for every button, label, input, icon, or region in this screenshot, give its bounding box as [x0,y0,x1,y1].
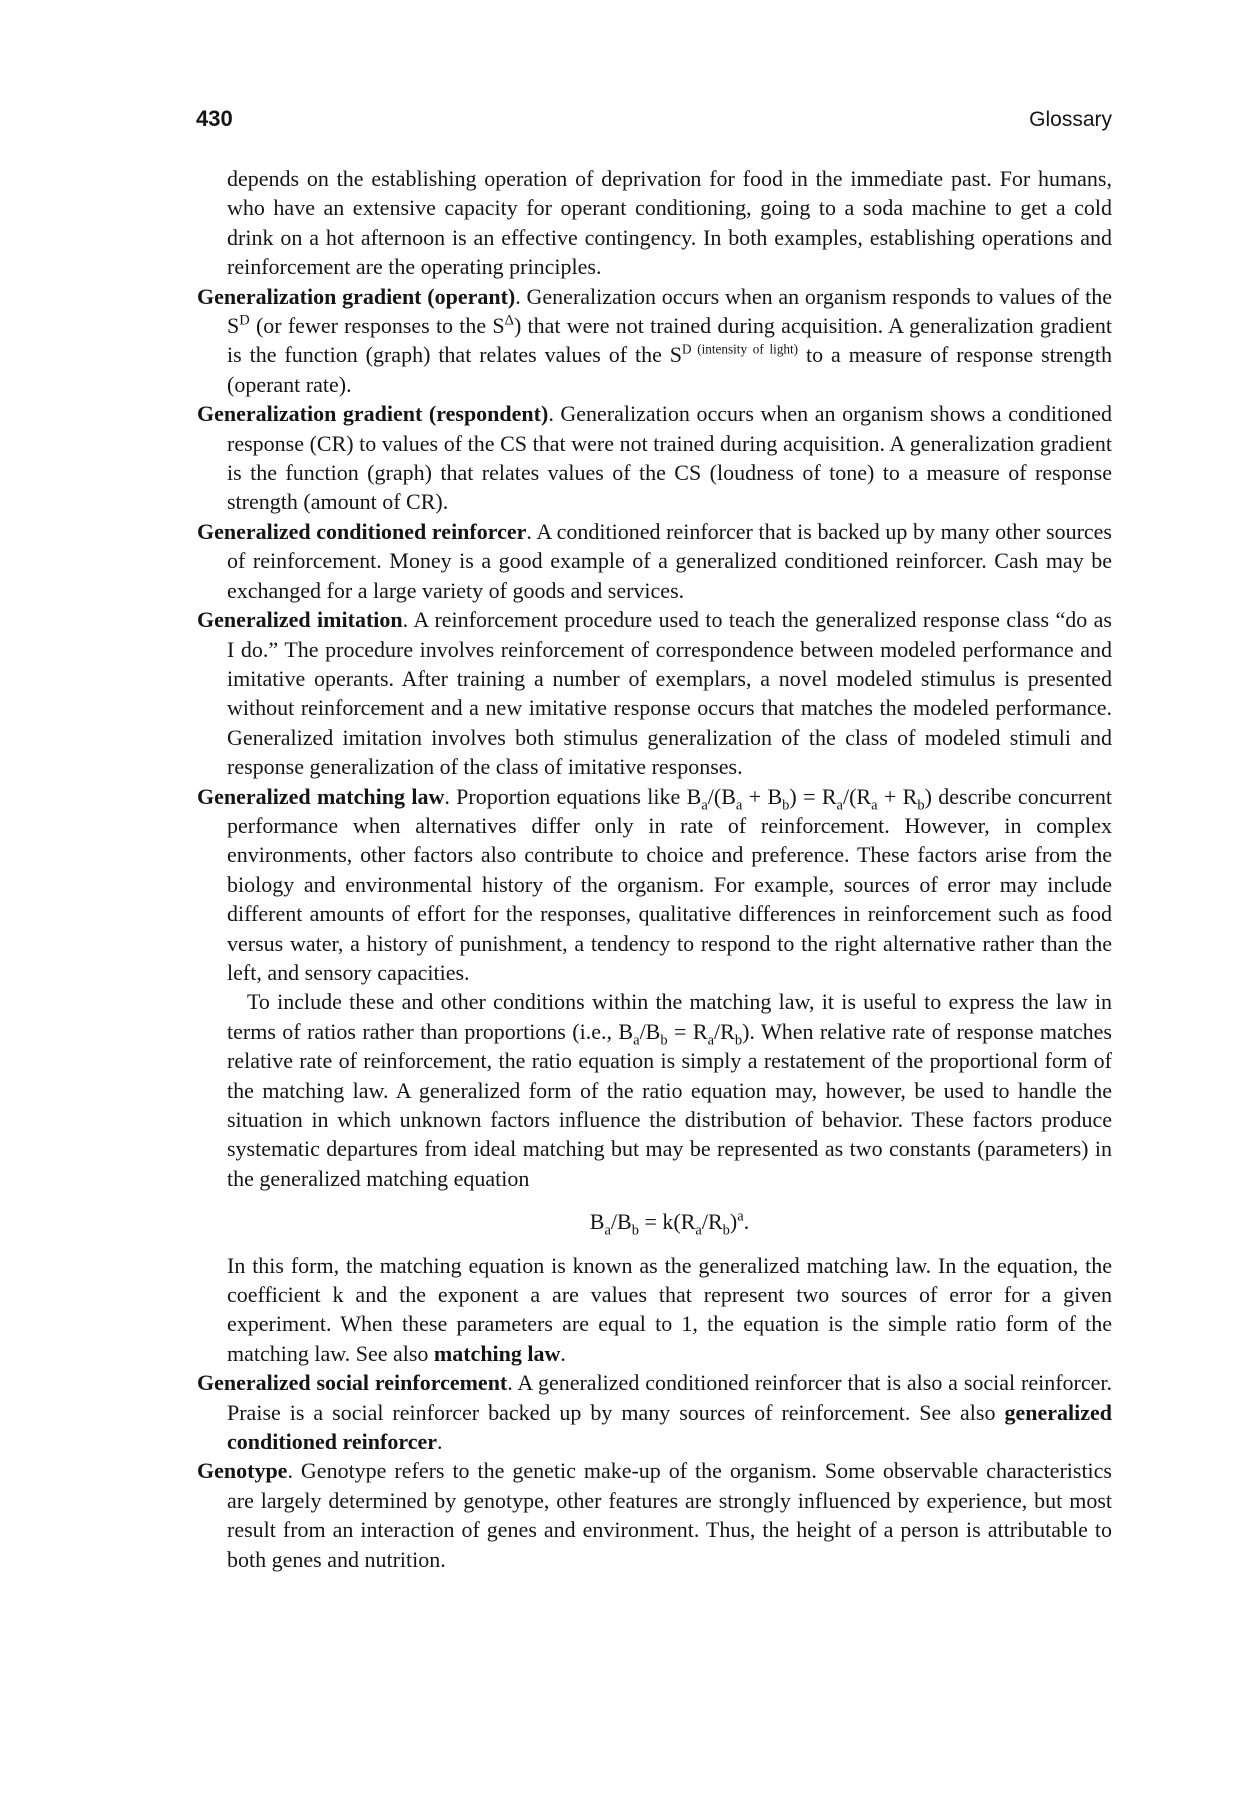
glossary-term: Generalized matching law [197,783,445,809]
cross-reference: generalized conditioned reinforcer [227,1399,1112,1455]
glossary-term: Generalized social reinforcement [197,1370,508,1396]
glossary-term: Generalized conditioned reinforcer [197,518,527,544]
glossary-term: Generalized imitation [197,607,403,633]
continuation-paragraph: depends on the establishing operation of deprivation for food in the immediate past. For humans, who have an extensive capacity for operant conditioning, going to a soda machine to get a cold drink on a hot afternoon is an effective contingency. In both examples, establishing operations and reinforcement are the operating principles. [227,166,1112,280]
glossary-content [197,164,1112,1574]
glossary-entry-generalized-matching-law: Generalized matching law. Proportion equations like $B_a/(B_a + B_b) = R_a/(R_a + R_b)$ describe concurrent performance when alternatives differ only in rate of reinforcement. However, in complex environments, other factors also contribute to choice and preference. These factors arise from the biology and environmental history of the organism. For example, sources of error may include different amounts of effort for the responses, qualitative differences in reinforcement such as food versus water, a history of punishment, a tendency to respond to the right alternative rather than the left, and sensory capacities. [197,783,1112,985]
matching-law-paragraph-2: To include these and other conditions within the matching law, it is useful to express the law in terms of ratios rather than proportions (i.e., $B_a/B_b = R_a/R_b$). When relative rate of response matches relative rate of reinforcement, the ratio equation is simply a restatement of the proportional form of the matching law. A generalized form of the ratio equation may, however, be used to handle the situation in which unknown factors influence the distribution of behavior. These factors produce systematic departures from ideal matching but may be represented as two constants (parameters) in the generalized matching equation [227,989,1112,1191]
cross-reference: matching law [433,1340,561,1366]
glossary-entry-generalized-social-reinforcement: Generalized social reinforcement. A generalized conditioned reinforcer that is also a social reinforcer. Praise is a social reinforcer backed up by many sources of reinforcement. See also generalized conditioned reinforcer. [197,1370,1112,1455]
glossary-entry-genotype: Genotype. Genotype refers to the genetic make-up of the organism. Some observable characteristics are largely determined by genotype, other features are strongly influenced by experience, but most result from an interaction of genes and environment. Thus, the height of a person is attributable to both genes and nutrition. [197,1458,1112,1572]
running-head: Glossary [1029,108,1112,131]
generalized-matching-equation: $B_a/B_b = k(R_a/R_b)^a$. [589,1208,750,1239]
glossary-entry-generalized-imitation: Generalized imitation. A reinforcement procedure used to teach the generalized response class “do as I do.” The procedure involves reinforcement of correspondence between modeled performance and imitative operants. After training a number of exemplars, a novel modeled stimulus is presented without reinforcement and a new imitative response occurs that matches the modeled performance. Generalized imitation involves both stimulus generalization of the class of modeled stimuli and response generalization of the class of imitative responses. [197,607,1112,780]
page-number: 430 [196,106,233,131]
glossary-entry-generalization-gradient-operant: Generalization gradient (operant). Generalization occurs when an organism responds to values of the $S^D$ (or fewer responses to the $S^\Delta$) that were not trained during acquisition. A generalization gradient is the function (graph) that relates values of the $S^{D (intensity of light)}$ to a measure of response strength (operant rate). [197,283,1112,397]
glossary-term: Generalization gradient (respondent) [197,401,549,427]
matching-law-paragraph-3: In this form, the matching equation is known as the generalized matching law. In the equation, the coefficient k and the exponent a are values that represent two sources of error for a given experiment. When these parameters are equal to 1, the equation is the simple ratio form of the matching law. See also matching law. [227,1252,1112,1366]
glossary-entry-generalization-gradient-respondent: Generalization gradient (respondent). Generalization occurs when an organism shows a conditioned response (CR) to values of the CS that were not trained during acquisition. A generalization gradient is the function (graph) that relates values of the CS (loudness of tone) to a measure of response strength (amount of CR). [197,401,1112,515]
glossary-entry-generalized-conditioned-reinforcer: Generalized conditioned reinforcer. A conditioned reinforcer that is backed up by many other sources of reinforcement. Money is a good example of a generalized conditioned reinforcer. Cash may be exchanged for a large variety of goods and services. [197,518,1112,603]
glossary-term: Genotype [197,1458,288,1484]
glossary-term: Generalization gradient (operant) [197,283,516,309]
